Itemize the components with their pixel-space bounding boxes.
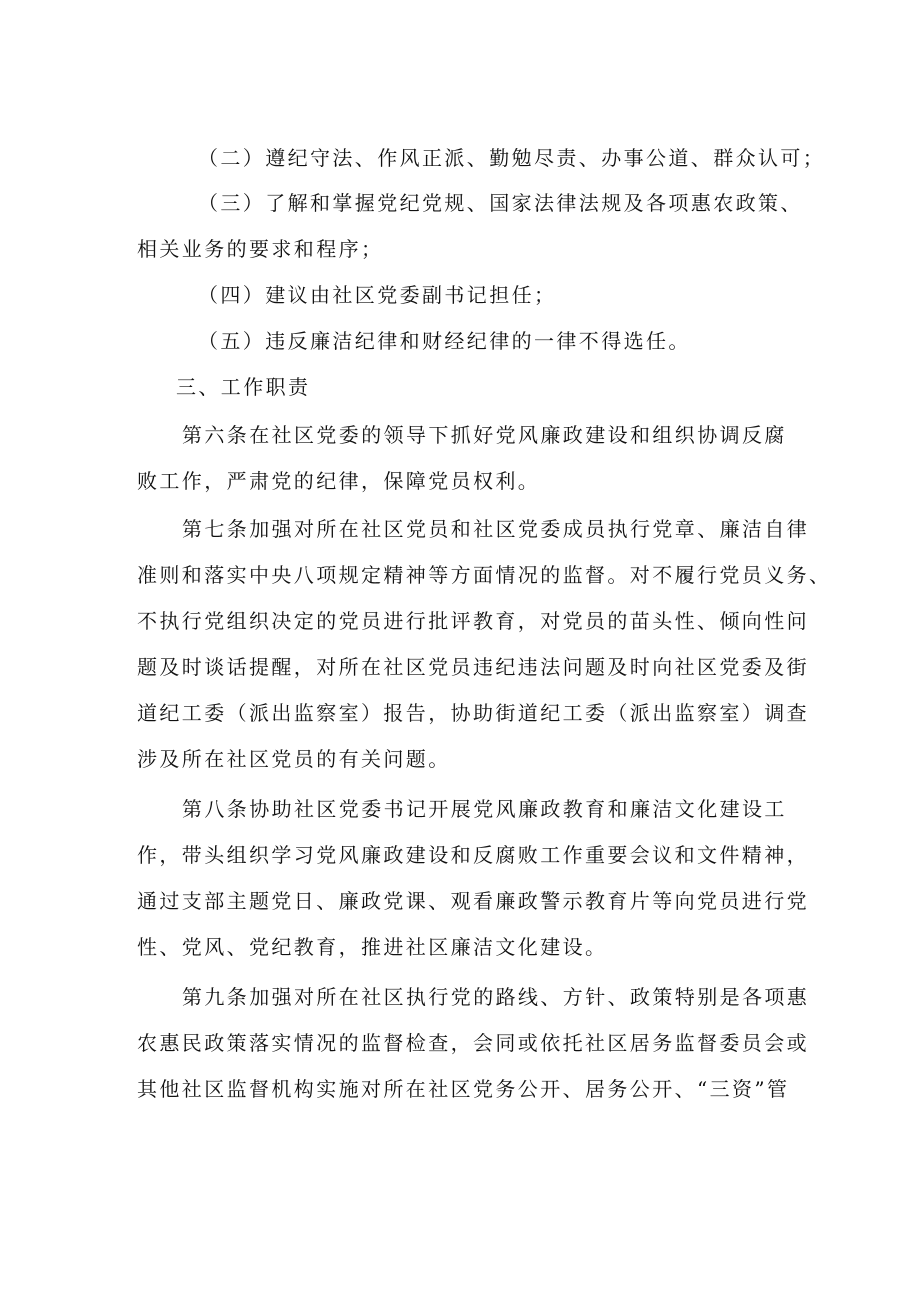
article-seven-line-3: 不执行党组织决定的党员进行批评教育，对党员的苗头性、倾向性问	[137, 609, 809, 633]
article-eight-line-1: 第八条协助社区党委书记开展党风廉政教育和廉洁文化建设工	[182, 797, 787, 821]
article-seven-line-4: 题及时谈话提醒，对所在社区党员违纪违法问题及时向社区党委及街	[137, 655, 809, 679]
article-seven-line-6: 涉及所在社区党员的有关问题。	[137, 747, 451, 771]
article-nine-line-2: 农惠民政策落实情况的监督检查，会同或依托社区居务监督委员会或	[137, 1031, 809, 1055]
article-nine-line-3: 其他社区监督机构实施对所在社区党务公开、居务公开、“三资”管	[137, 1077, 790, 1101]
article-eight-line-2: 作，带头组织学习党风廉政建设和反腐败工作重要会议和文件精神，	[137, 843, 809, 867]
article-seven-line-2: 准则和落实中央八项规定精神等方面情况的监督。对不履行党员义务、	[137, 563, 832, 587]
item-five-line: （五）违反廉洁纪律和财经纪律的一律不得选任。	[198, 329, 691, 353]
item-two-line: （二）遵纪守法、作风正派、勤勉尽责、办事公道、群众认可；	[198, 146, 826, 170]
article-six-line-1: 第六条在社区党委的领导下抓好党风廉政建设和组织协调反腐	[182, 423, 787, 447]
article-eight-line-3: 通过支部主题党日、廉政党课、观看廉政警示教育片等向党员进行党	[137, 889, 809, 913]
item-four-line: （四）建议由社区党委副书记担任；	[198, 283, 557, 307]
item-three-line-2: 相关业务的要求和程序；	[137, 237, 384, 261]
article-eight-line-4: 性、党风、党纪教育，推进社区廉洁文化建设。	[137, 935, 608, 959]
section-heading-three: 三、工作职责	[176, 375, 311, 399]
article-seven-line-5: 道纪工委（派出监察室）报告，协助街道纪工委（派出监察室）调查	[137, 701, 809, 725]
article-six-line-2: 败工作，严肃党的纪律，保障党员权利。	[137, 469, 541, 493]
item-three-line-1: （三）了解和掌握党纪党规、国家法律法规及各项惠农政策、	[198, 191, 803, 215]
article-nine-line-1: 第九条加强对所在社区执行党的路线、方针、政策特别是各项惠	[182, 985, 810, 1009]
article-seven-line-1: 第七条加强对所在社区党员和社区党委成员执行党章、廉洁自律	[182, 517, 810, 541]
